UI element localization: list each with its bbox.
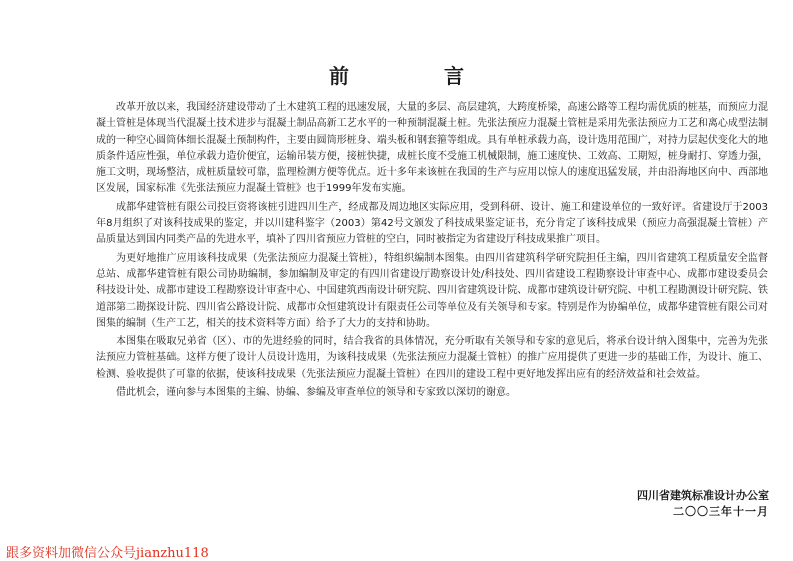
paragraph-4: 本图集在吸取兄弟省（区）、市的先进经验的同时，结合我省的具体情况，充分听取有关领导和专家的意见后，将承台设计纳入图集中，完善为先张法预应力管桩基础。这样方便了设计人员设计选用，为该科技成果（先张法预应力混凝土管桩）的推广应用提供了更进一步的基础工作，为设计、施工、检测、验收提供了可靠的依据，使该科技成果（先张法预应力混凝土管桩）在四川的建设工程中更好地发挥出应有的经济效益和社会效益。 [96,336,768,380]
signature-organization: 四川省建筑标准设计办公室 [637,489,769,502]
paragraph-3: 为更好地推广应用该科技成果（先张法预应力混凝土管桩），特组织编制本图集。由四川省建筑科学研究院担任主编，四川省建筑工程质量安全监督总站、成都华建管桩有限公司协助编制，参加编制及审定的有四川省建设厅勘察设计处/科技处、四川省建设工程勘察设计审查中心、成都市建设委员会科技设计处、成都市建设工程勘察设计审查中心、中国建筑西南设计研究院、四川省建筑设计院、成都市建筑设计研究院、中机工程勘测设计研究院、铁道部第二勘探设计院、四川省公路设计院、成都市众恒建筑设计有限责任公司等单位及有关领导和专家。特别是作为协编单位，成都华建管桩有限公司对图集的编制（生产工艺，相关的技术资料等方面）给予了大力的支持和协助。 [96,252,768,329]
paragraph-1: 改革开放以来，我国经济建设带动了土木建筑工程的迅速发展，大量的多层、高层建筑，大跨度桥梁，高速公路等工程均需优质的桩基，而预应力混凝土管桩是体现当代混凝土技术进步与混凝土制品高新工艺水平的一种预制混凝土桩。先张法预应力混凝土管桩是采用先张法预应力工艺和离心成型法制成的一种空心圆筒体细长混凝土预制构件，主要由圆筒形桩身、端头板和钢套箍等组成。具有单桩承载力高，设计选用范围广，对持力层起伏变化大的地质条件适应性强，单位承载力造价便宜，运输吊装方便，接桩快捷，成桩长度不受施工机械限制，施工速度快、工效高、工期短，桩身耐打、穿透力强，施工文明，现场整洁，成桩质量较可靠，监理检测方便等优点。近十多年来该桩在我国的生产与应用以惊人的速度迅猛发展，并由沿海地区向中、西部地区发展，国家标准《先张法预应力混凝土管桩》也于1999年发布实施。 [96,102,768,195]
footer-watermark-text: 跟多资料加微信公众号jianzhu118 [6,546,209,561]
signature-block [637,488,769,520]
preface-body [96,100,768,401]
page-title: 前 言 [329,64,508,88]
paragraph-5: 借此机会，谨向参与本图集的主编、协编、参编及审查单位的领导和专家致以深切的谢意。 [116,387,516,399]
signature-date: 二〇〇三年十一月 [673,505,769,518]
paragraph-2: 成都华建管桩有限公司投巨资将该桩引进四川生产，经成都及周边地区实际应用，受到科研、设计、施工和建设单位的一致好评。省建设厅于2003年8月组织了对该科技成果的鉴定，并以川建科鉴字（2003）第42号文颁发了科技成果鉴定证书，充分肯定了该科技成果（预应力高强混凝土管桩）产品质量达到国内同类产品的先进水平，填补了四川省预应力管桩的空白，同时被指定为省建设厅科技成果推广项目。 [96,201,768,246]
